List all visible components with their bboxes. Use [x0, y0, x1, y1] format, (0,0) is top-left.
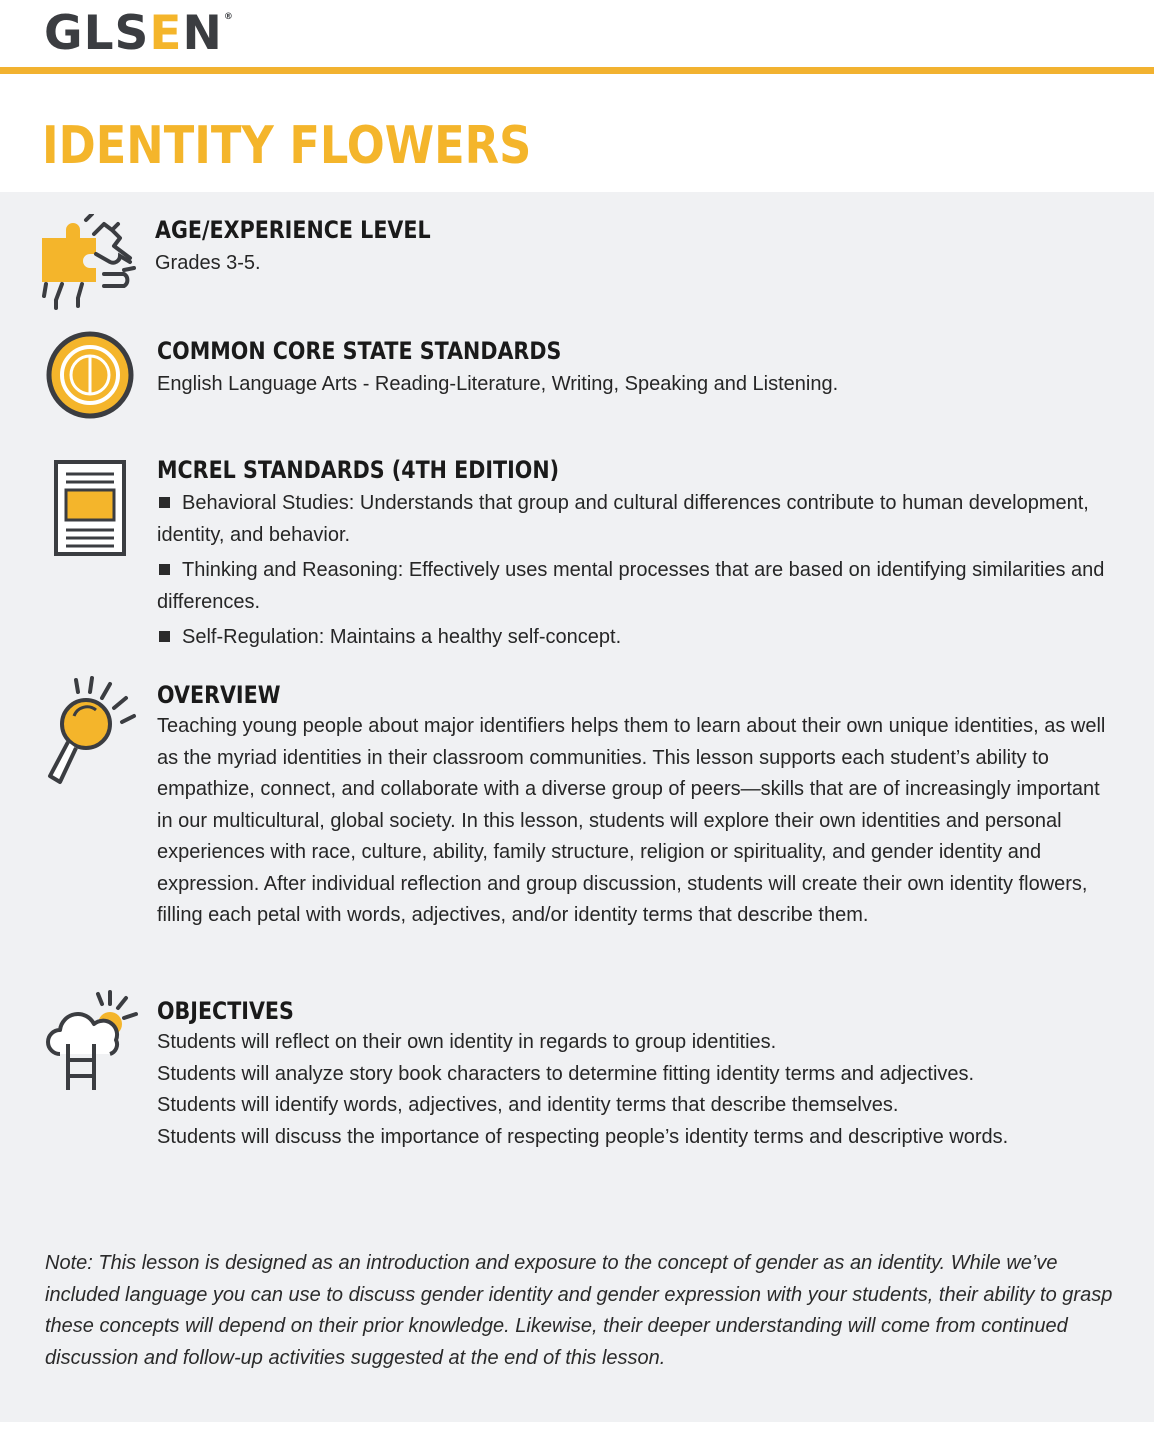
bullet-square-icon	[159, 564, 170, 575]
list-item: Students will discuss the importance of respecting people’s identity terms and descriptive words.	[157, 1125, 1009, 1148]
list-item: Students will reflect on their own identity in regards to group identities.	[157, 1031, 777, 1053]
section-heading: OBJECTIVES	[157, 997, 294, 1025]
section-text: Grades 3-5.	[155, 252, 261, 274]
section-mcrel	[157, 456, 1117, 654]
puzzle-icon	[38, 214, 138, 310]
target-icon	[45, 330, 135, 420]
page-title: IDENTITY FLOWERS	[42, 116, 532, 176]
section-heading: OVERVIEW	[157, 681, 281, 709]
section-common-core	[157, 337, 1117, 401]
bullet-square-icon	[159, 631, 170, 642]
list-item: Self-Regulation: Maintains a healthy self-concept.	[157, 622, 1117, 654]
glsen-logo: GLSEN®	[44, 6, 234, 61]
document-icon	[52, 458, 128, 558]
cloud-ladder-icon	[40, 990, 140, 1090]
lesson-note: Note: This lesson is designed as an introduction and exposure to the concept of gender as an identity. While we’ve included language you can use to discuss gender identity and gender expression with your students, their ability to grasp these concepts will depend on their prior knowledge. Likewise, their deeper understanding will come from continued discussion and follow-up activities suggested at the end of this lesson.	[45, 1252, 1113, 1369]
section-age	[155, 216, 1115, 280]
list-item: Behavioral Studies: Understands that group and cultural differences contribute to human development, identity, and behavior.	[157, 492, 1089, 546]
section-heading: AGE/EXPERIENCE LEVEL	[155, 216, 431, 244]
bullet-square-icon	[159, 497, 170, 508]
list-item: Students will analyze story book characters to determine fitting identity terms and adjectives.	[157, 1062, 975, 1085]
list-item: Thinking and Reasoning: Effectively uses mental processes that are based on identifying similarities and differences.	[157, 559, 1105, 613]
section-overview	[157, 681, 1117, 932]
section-text: English Language Arts - Reading-Literature, Writing, Speaking and Listening.	[157, 373, 839, 395]
section-text: Teaching young people about major identifiers helps them to learn about their own unique identities, as well as the myriad identities in their classroom communities. This lesson supports each student’s ability to empathize, connect, and collaborate with a diverse group of peers—skills that are of increasingly important in our multicultural, global society. In this lesson, students will explore their own identities and personal experiences with race, culture, ability, family structure, religion or spirituality, and gender identity and expression. After individual reflection and group discussion, students will create their own identity flowers, filling each petal with words, adjectives, and/or identity terms that describe them.	[157, 715, 1106, 926]
section-heading: MCREL STANDARDS (4TH EDITION)	[157, 456, 560, 484]
header-rule	[0, 67, 1154, 74]
section-heading: COMMON CORE STATE STANDARDS	[157, 337, 562, 365]
list-item: Students will identify words, adjectives, and identity terms that describe themselves.	[157, 1094, 899, 1116]
header	[0, 0, 1154, 76]
section-objectives	[157, 997, 1117, 1153]
magnifier-icon	[40, 676, 140, 786]
